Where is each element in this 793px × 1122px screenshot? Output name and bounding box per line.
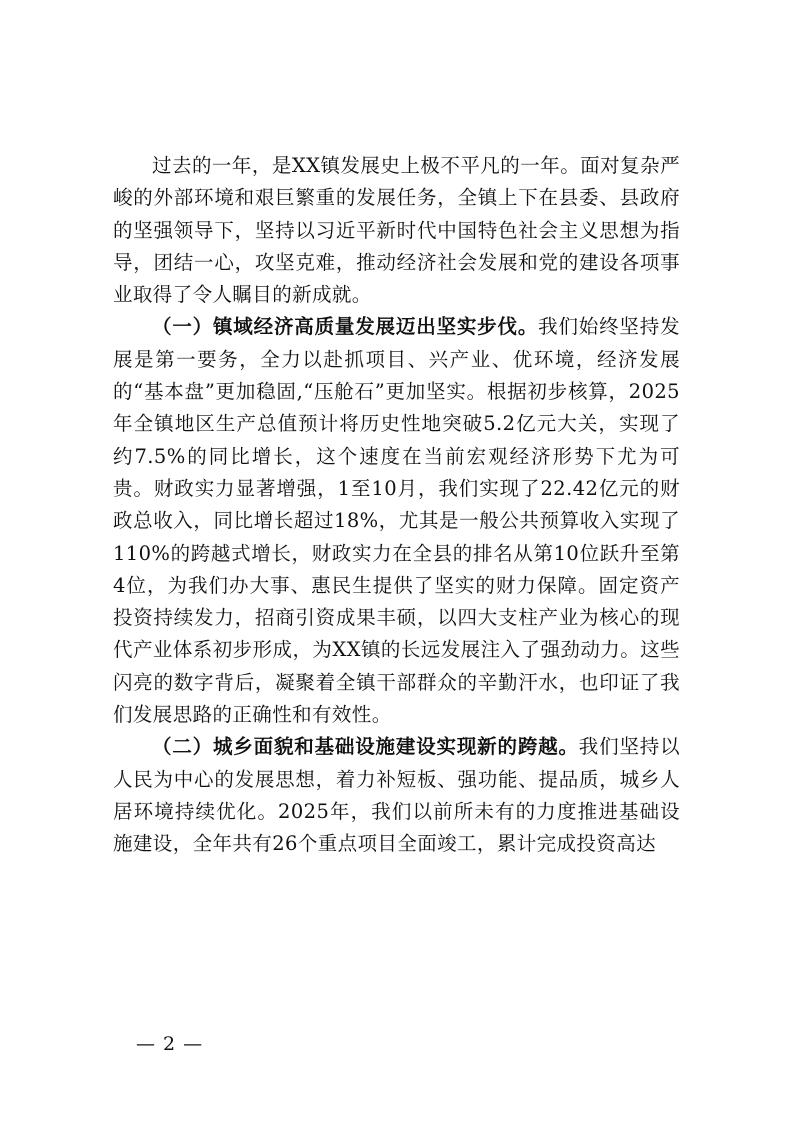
section-two-heading: （二）城乡面貌和基础设施建设实现新的跨越。 bbox=[152, 735, 579, 759]
intro-paragraph bbox=[113, 150, 680, 311]
section-two-paragraph bbox=[113, 731, 680, 860]
document-body bbox=[113, 150, 680, 861]
section-one-heading: （一）镇域经济高质量发展迈出坚实步伐。 bbox=[152, 315, 539, 339]
section-two-text: 我们坚持以人民为中心的发展思想，着力补短板、强功能、提品质，城乡人居环境持续优化。2025年，我们以前所未有的力度推进基础设施建设，全年共有26个重点项目全面竣工，累计完成投资高达 bbox=[113, 735, 680, 856]
section-one-text: 我们始终坚持发展是第一要务，全力以赴抓项目、兴产业、优环境，经济发展的“基本盘”更加稳固,“压舱石”更加坚实。根据初步核算，2025年全镇地区生产总值预计将历史性地突破5.2亿元大关，实现了约7.5%的同比增长，这个速度在当前宏观经济形势下尤为可贵。财政实力显著增强，1至10月，我们实现了22.42亿元的财政总收入，同比增长超过18%，尤其是一般公共预算收入实现了110%的跨越式增长，财政实力在全县的排名从第10位跃升至第4位，为我们办大事、惠民生提供了坚实的财力保障。固定资产投资持续发力，招商引资成果丰硕，以四大支柱产业为核心的现代产业体系初步形成，为XX镇的长远发展注入了强劲动力。这些闪亮的数字背后，凝聚着全镇干部群众的辛勤汗水，也印证了我们发展思路的正确性和有效性。 bbox=[113, 315, 680, 727]
intro-text: 过去的一年，是XX镇发展史上极不平凡的一年。面对复杂严峻的外部环境和艰巨繁重的发展任务，全镇上下在县委、县政府的坚强领导下，坚持以习近平新时代中国特色社会主义思想为指导，团结一心，攻坚克难，推动经济社会发展和党的建设各项事业取得了令人瞩目的新成就。 bbox=[113, 154, 680, 307]
page-number: — 2 — bbox=[136, 1033, 204, 1055]
section-one-paragraph bbox=[113, 311, 680, 731]
